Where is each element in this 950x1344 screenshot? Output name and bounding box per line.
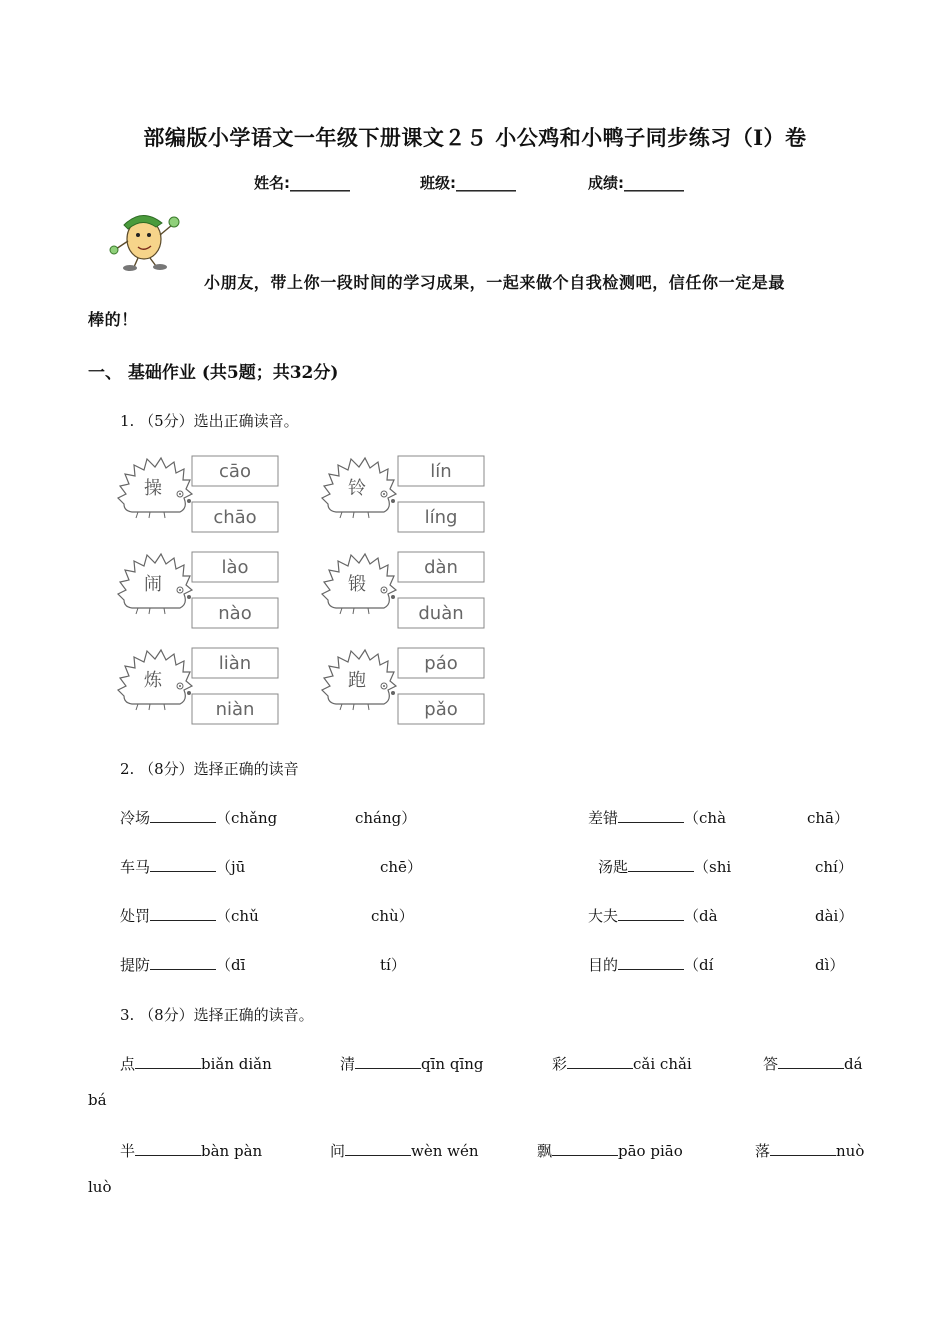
q2-pinyin-option: （chǔ: [216, 907, 259, 925]
q3-item: [330, 1140, 479, 1161]
q2-item: [120, 856, 245, 877]
q2-pinyin-option: cháng）: [355, 809, 417, 827]
q3-char: 清: [340, 1055, 356, 1073]
intro-text-line1: 小朋友，带上你一段时间的学习成果，一起来做个自我检测吧，信任你一定是最: [204, 273, 786, 292]
answer-blank[interactable]: [135, 1054, 201, 1069]
q3-item: [537, 1140, 683, 1161]
hedgehog-char: 闹: [144, 574, 162, 595]
q2-pinyin-option: （chǎng: [216, 809, 278, 827]
q2-word: 差错: [588, 809, 619, 827]
q2-pinyin-option: （chà: [684, 809, 727, 827]
q2-word: 冷场: [120, 809, 151, 827]
pinyin-option: páo: [424, 653, 458, 674]
answer-blank[interactable]: [355, 1054, 421, 1069]
pinyin-option: lín: [430, 461, 452, 482]
q2-item: [598, 856, 731, 877]
q3-item: [120, 1053, 272, 1074]
q3-char: 半: [120, 1142, 136, 1160]
pinyin-option: duàn: [418, 603, 464, 624]
pinyin-group: [118, 648, 278, 724]
q3-item: [755, 1140, 864, 1161]
q2-pinyin-option: （dà: [684, 907, 718, 925]
hedgehog-char: 锻: [348, 574, 366, 595]
page-title: 部编版小学语文一年级下册课文２５ 小公鸡和小鸭子同步练习（I）卷: [143, 125, 807, 150]
q3-item: [120, 1140, 262, 1161]
answer-blank[interactable]: [618, 955, 684, 970]
q3-options: cǎi chǎi: [633, 1055, 692, 1073]
pinyin-option: nào: [218, 603, 252, 624]
answer-blank[interactable]: [628, 857, 694, 872]
q2-pinyin-option: chē）: [380, 858, 422, 876]
q3-char: 飘: [537, 1142, 553, 1160]
q2-item: [588, 807, 726, 828]
q2-pinyin-option: dì）: [815, 956, 845, 974]
answer-blank[interactable]: [618, 906, 684, 921]
q2-pinyin-option: （dī: [216, 956, 246, 974]
answer-blank[interactable]: [150, 955, 216, 970]
q2-pinyin-option: tí）: [380, 956, 406, 974]
q3-options-wrap: luò: [88, 1178, 112, 1196]
q2-pinyin-option: chā）: [807, 809, 850, 827]
hedgehog-char: 跑: [348, 670, 366, 691]
q3-options: wèn wén: [411, 1142, 479, 1160]
pinyin-option: liàn: [218, 653, 252, 674]
answer-blank[interactable]: [552, 1141, 618, 1156]
answer-blank[interactable]: [150, 906, 216, 921]
question-1-title: 1. （5分）选出正确读音。: [120, 412, 299, 430]
q3-char: 点: [120, 1055, 136, 1073]
score-field-label: 成绩:________: [588, 174, 684, 192]
q3-options: dá: [844, 1055, 863, 1073]
q2-item: [120, 954, 245, 975]
q3-char: 答: [763, 1055, 779, 1073]
hedgehog-char: 铃: [348, 478, 366, 499]
q2-item: [588, 954, 713, 975]
pinyin-group: [322, 456, 484, 532]
section-heading: 一、 基础作业 (共5题；共32分): [88, 363, 339, 383]
answer-blank[interactable]: [567, 1054, 633, 1069]
q3-options: qīn qīng: [421, 1055, 484, 1073]
pinyin-group: [322, 648, 484, 724]
answer-blank[interactable]: [150, 857, 216, 872]
pinyin-group: [118, 456, 278, 532]
answer-blank[interactable]: [778, 1054, 844, 1069]
q2-item: [120, 905, 259, 926]
q3-item: [552, 1053, 692, 1074]
pinyin-option: cāo: [219, 461, 251, 482]
q3-char: 彩: [552, 1055, 568, 1073]
q3-options: bàn pàn: [201, 1142, 263, 1160]
q2-pinyin-option: （shi: [694, 858, 732, 876]
pinyin-option: lào: [221, 557, 249, 578]
q2-pinyin-option: chù）: [371, 907, 414, 925]
q3-char: 落: [755, 1142, 771, 1160]
q2-pinyin-option: （dí: [684, 956, 714, 974]
pinyin-option: pǎo: [424, 699, 458, 720]
pinyin-group: [118, 552, 278, 628]
answer-blank[interactable]: [770, 1141, 836, 1156]
q2-word: 提防: [120, 956, 151, 974]
question-3-title: 3. （8分）选择正确的读音。: [120, 1006, 314, 1024]
q3-item: [763, 1053, 863, 1074]
pinyin-option: líng: [424, 507, 458, 528]
q3-options: nuò: [836, 1142, 865, 1160]
question-2-title: 2. （8分）选择正确的读音: [120, 760, 299, 778]
answer-blank[interactable]: [135, 1141, 201, 1156]
q2-word: 汤匙: [598, 858, 629, 876]
q2-item: [120, 807, 277, 828]
answer-blank[interactable]: [618, 808, 684, 823]
q3-options-wrap: bá: [88, 1091, 107, 1109]
answer-blank[interactable]: [345, 1141, 411, 1156]
q2-item: [588, 905, 718, 926]
q2-word: 车马: [120, 858, 151, 876]
q2-pinyin-option: （jū: [216, 858, 246, 876]
q3-item: [340, 1053, 484, 1074]
q2-word: 目的: [588, 956, 619, 974]
q2-pinyin-option: chí）: [815, 858, 853, 876]
answer-blank[interactable]: [150, 808, 216, 823]
q2-pinyin-option: dài）: [815, 907, 854, 925]
q3-options: biǎn diǎn: [201, 1055, 272, 1073]
q2-word: 大夫: [588, 907, 619, 925]
pinyin-option: niàn: [215, 699, 255, 720]
mascot-illustration: [104, 203, 190, 273]
pinyin-group: [322, 552, 484, 628]
class-field-label: 班级:________: [420, 174, 516, 192]
q3-char: 问: [330, 1142, 346, 1160]
question-1-figure: [114, 448, 494, 732]
pinyin-option: chāo: [213, 507, 257, 528]
q2-word: 处罚: [120, 907, 151, 925]
intro-text-line2: 棒的！: [88, 310, 138, 329]
hedgehog-char: 操: [144, 478, 162, 499]
hedgehog-char: 炼: [144, 670, 162, 691]
q3-options: pāo piāo: [618, 1142, 683, 1160]
pinyin-option: dàn: [424, 557, 458, 578]
name-field-label: 姓名:________: [254, 174, 350, 192]
